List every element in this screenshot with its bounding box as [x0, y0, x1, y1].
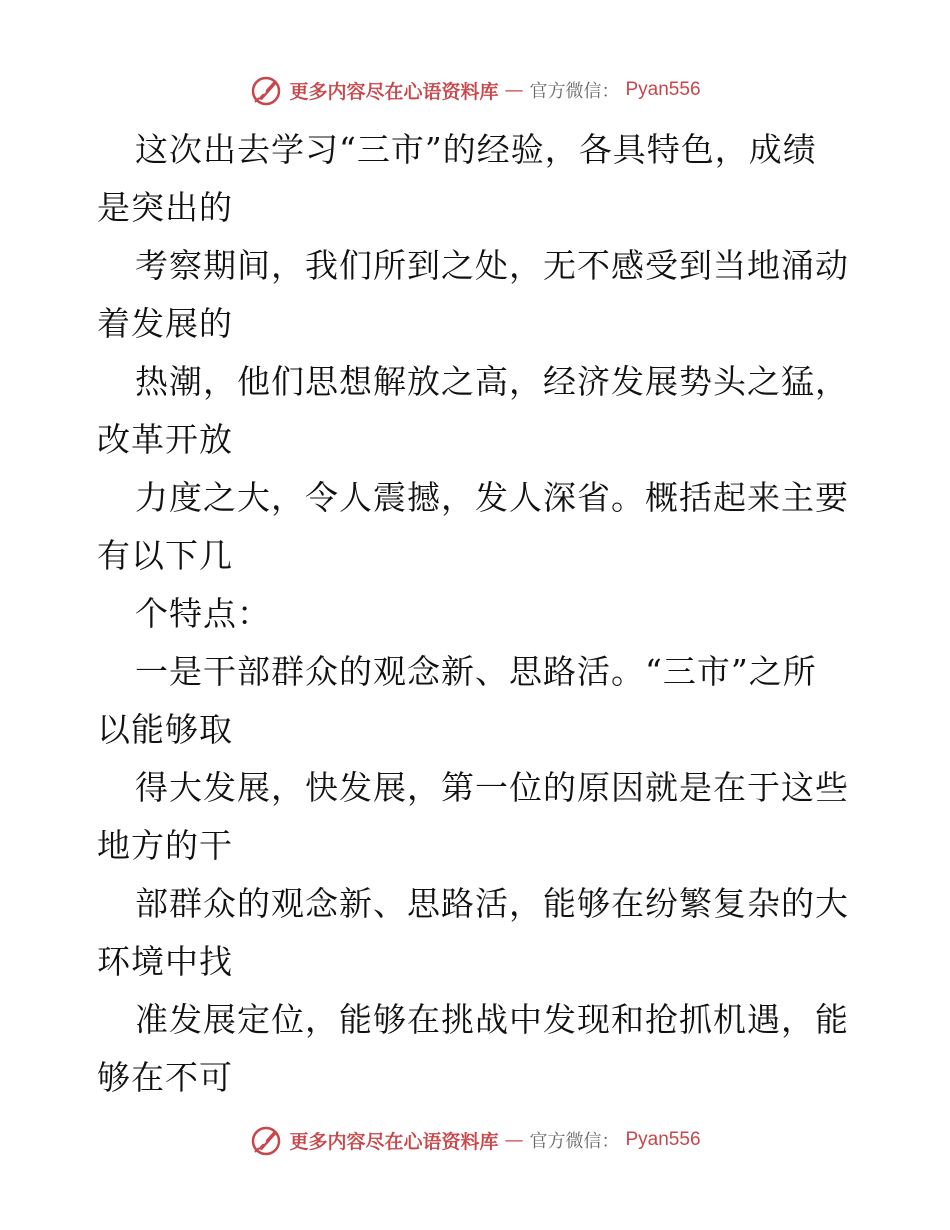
text-line: 着发展的: [97, 304, 233, 343]
text-line: 地方的干: [97, 826, 233, 865]
banner-title: 更多内容尽在心语资料库: [289, 80, 499, 103]
footer-banner: [0, 1120, 950, 1160]
text-line: 改革开放: [97, 420, 233, 459]
text-line: 力度之大，令人震撼，发人深省。概括起来主要: [135, 478, 849, 517]
banner-wechat-id: Pyan556: [625, 79, 701, 100]
text-line: 个特点：: [135, 594, 271, 633]
text-line: 一是干部群众的观念新、思路活。“三市”之所: [135, 652, 817, 691]
text-line: 是突出的: [97, 188, 233, 227]
text-line: 热潮，他们思想解放之高，经济发展势头之猛，: [135, 362, 849, 401]
banner-dash: —: [504, 79, 524, 101]
text-line: 得大发展，快发展，第一位的原因就是在于这些: [135, 768, 849, 807]
banner-official-label: 官方微信：: [529, 81, 620, 102]
text-line: 以能够取: [97, 710, 233, 749]
quill-pen-icon: [249, 73, 283, 107]
text-line: 部群众的观念新、思路活，能够在纷繁复杂的大: [135, 884, 849, 923]
text-line: 环境中找: [97, 942, 233, 981]
banner-official-label: 官方微信：: [529, 1131, 620, 1152]
quill-pen-icon: [249, 1123, 283, 1157]
text-line: 有以下几: [97, 536, 233, 575]
text-line: 准发展定位，能够在挑战中发现和抢抓机遇，能: [135, 1000, 849, 1039]
header-banner: [0, 70, 950, 110]
banner-content: [249, 73, 700, 107]
text-line: 够在不可: [97, 1058, 233, 1097]
banner-wechat-id: Pyan556: [625, 1129, 701, 1150]
text-line: 这次出去学习“三市”的经验，各具特色，成绩: [135, 130, 817, 169]
banner-title: 更多内容尽在心语资料库: [289, 1130, 499, 1153]
text-line: 考察期间，我们所到之处，无不感受到当地涌动: [135, 246, 849, 285]
banner-content: [249, 1123, 700, 1157]
banner-dash: —: [504, 1129, 524, 1151]
